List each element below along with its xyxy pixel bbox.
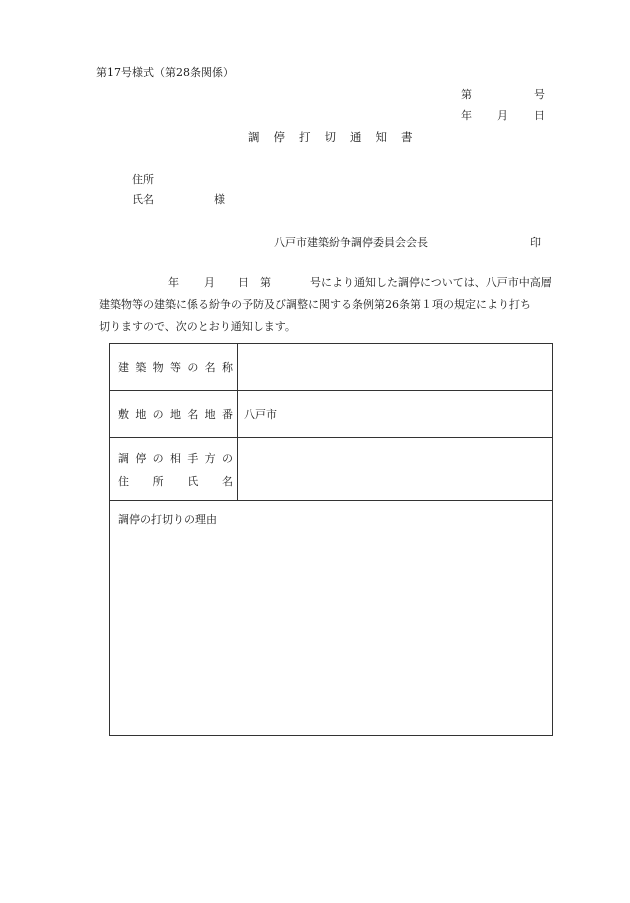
document-title: 調 停 打 切 通 知 書 — [248, 130, 413, 144]
name-label: 氏名 — [132, 193, 154, 206]
site-address-value[interactable]: 八戸市 — [238, 391, 553, 438]
date-month: 月 — [497, 109, 508, 122]
building-name-value[interactable] — [238, 344, 553, 391]
form-number: 第17号様式（第28条関係） — [96, 66, 234, 79]
date-year: 年 — [461, 109, 472, 122]
body-line1-rest: 号により通知した調停については、八戸市中高層 — [310, 276, 552, 289]
termination-reason-label: 調停の打切りの理由 — [118, 513, 217, 526]
doc-no-suffix: 号 — [534, 88, 545, 101]
body-no: 第 — [260, 276, 271, 289]
building-name-label: 建 築 物 等 の 名 称 — [110, 344, 238, 391]
seal-mark: 印 — [530, 236, 541, 249]
counterparty-value[interactable] — [238, 438, 553, 501]
notice-table — [109, 343, 553, 736]
termination-reason-cell[interactable] — [110, 501, 553, 736]
honorific: 様 — [214, 193, 225, 206]
site-address-label: 敷 地 の 地 名 地 番 — [110, 391, 238, 438]
body-day: 日 — [238, 276, 249, 289]
doc-no-prefix: 第 — [461, 88, 472, 101]
address-label: 住所 — [132, 173, 154, 186]
body-line3: 切りますので、次のとおり通知します。 — [99, 320, 296, 333]
body-line2: 建築物等の建築に係る紛争の予防及び調整に関する条例第26条第１項の規定により打ち — [99, 298, 531, 311]
issuer-name: 八戸市建築紛争調停委員会会長 — [274, 236, 428, 249]
body-year: 年 — [168, 276, 179, 289]
counterparty-label: 調 停 の 相 手 方 の 住 所 氏 名 — [110, 438, 238, 501]
body-month: 月 — [204, 276, 215, 289]
date-day: 日 — [534, 109, 545, 122]
